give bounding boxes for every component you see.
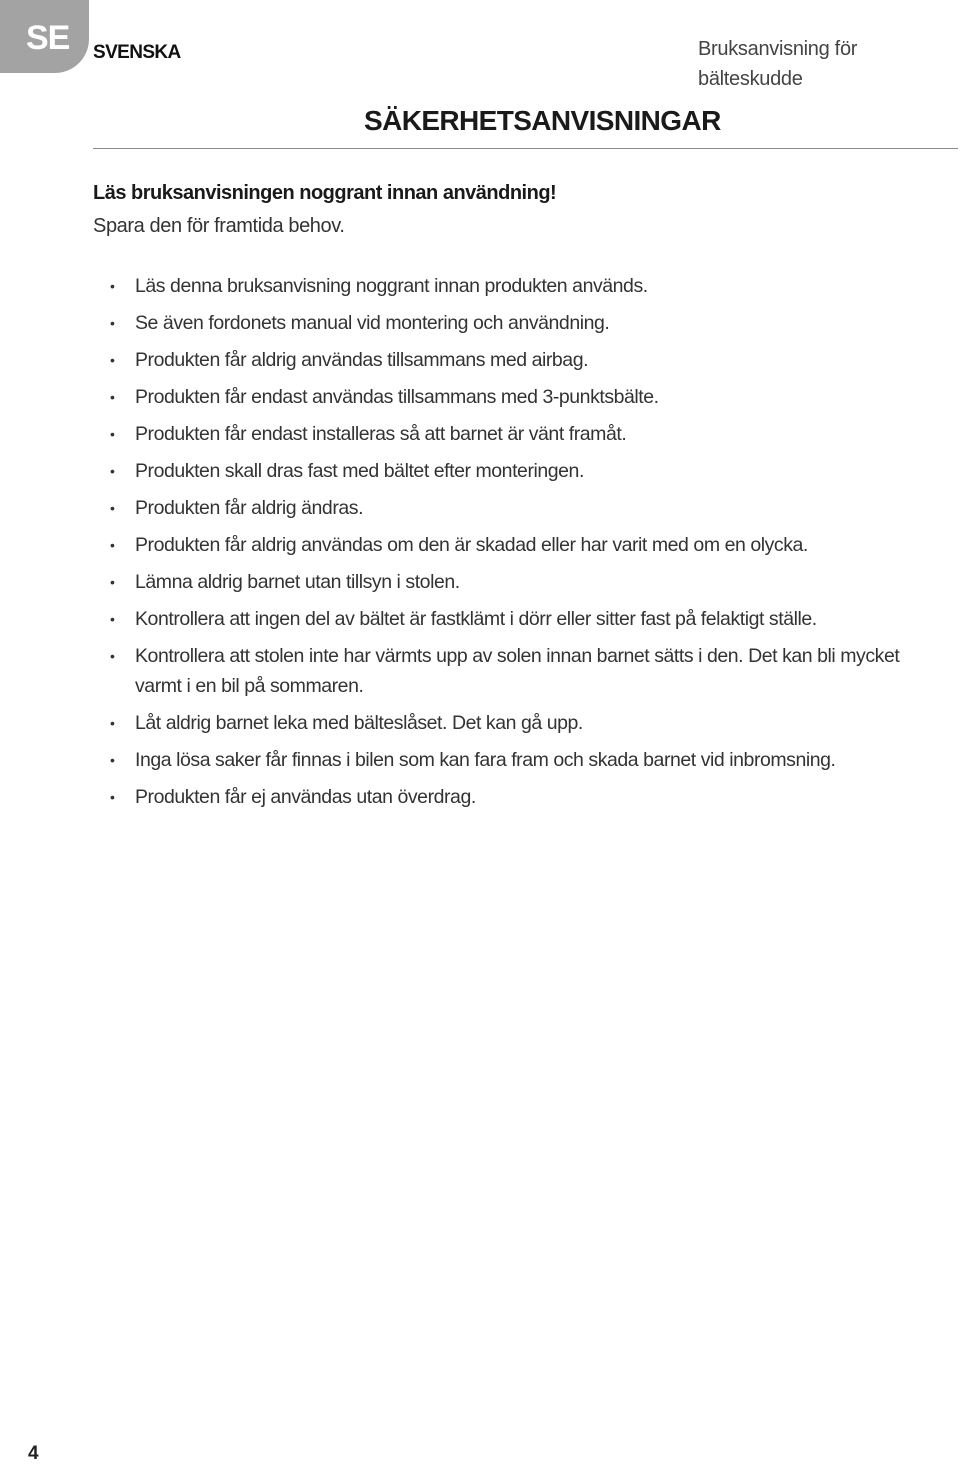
list-item: • Kontrollera att stolen inte har värmts upp av solen innan barnet sätts i den. Det kan bli mycket varmt i en bil på sommaren. — [110, 641, 950, 701]
list-item: • Inga lösa saker får finnas i bilen som kan fara fram och skada barnet vid inbromsning. — [110, 745, 950, 775]
list-item: • Kontrollera att ingen del av bältet är fastklämt i dörr eller sitter fast på felaktigt ställe. — [110, 604, 950, 634]
list-item: • Produkten får aldrig ändras. — [110, 493, 950, 523]
page-number: 4 — [28, 1443, 39, 1464]
intro-warning: Läs bruksanvisningen noggrant innan användning! — [93, 182, 557, 204]
language-name: SVENSKA — [93, 42, 181, 63]
bullet-icon: • — [110, 426, 115, 442]
language-tab — [0, 0, 89, 73]
divider — [93, 148, 958, 149]
list-item: • Produkten får aldrig användas om den är skadad eller har varit med om en olycka. — [110, 530, 950, 560]
list-item: • Låt aldrig barnet leka med bälteslåset. Det kan gå upp. — [110, 708, 950, 738]
bullet-icon: • — [110, 789, 115, 805]
list-item: • Produkten får ej användas utan överdrag. — [110, 782, 950, 812]
bullet-icon: • — [110, 463, 115, 479]
bullet-icon: • — [110, 648, 115, 664]
list-item: • Lämna aldrig barnet utan tillsyn i stolen. — [110, 567, 950, 597]
list-item: • Produkten skall dras fast med bältet efter monteringen. — [110, 456, 950, 486]
bullet-icon: • — [110, 278, 115, 294]
language-code: SE — [26, 19, 70, 57]
list-item: • Produkten får endast användas tillsammans med 3-punktsbälte. — [110, 382, 950, 412]
bullet-icon: • — [110, 315, 115, 331]
bullet-icon: • — [110, 611, 115, 627]
list-item: • Se även fordonets manual vid montering och användning. — [110, 308, 950, 338]
safety-list — [110, 271, 950, 819]
bullet-icon: • — [110, 500, 115, 516]
bullet-icon: • — [110, 574, 115, 590]
bullet-icon: • — [110, 715, 115, 731]
intro-note: Spara den för framtida behov. — [93, 215, 345, 237]
bullet-icon: • — [110, 537, 115, 553]
list-item: • Produkten får endast installeras så att barnet är vänt framåt. — [110, 419, 950, 449]
list-item: • Läs denna bruksanvisning noggrant innan produkten används. — [110, 271, 950, 301]
bullet-icon: • — [110, 752, 115, 768]
document-title: Bruksanvisning för bälteskudde — [698, 38, 858, 90]
section-title: SÄKERHETSANVISNINGAR — [364, 105, 721, 136]
bullet-icon: • — [110, 389, 115, 405]
bullet-icon: • — [110, 352, 115, 368]
list-item: • Produkten får aldrig användas tillsammans med airbag. — [110, 345, 950, 375]
